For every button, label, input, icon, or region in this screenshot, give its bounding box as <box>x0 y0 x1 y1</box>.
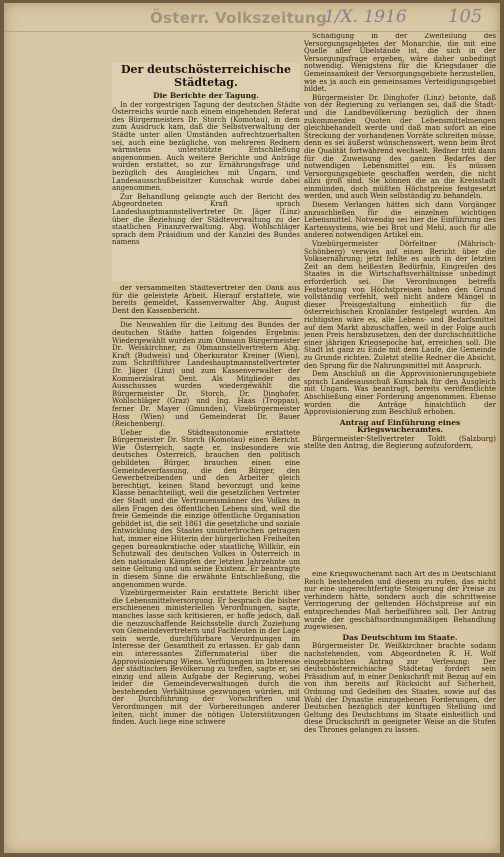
newspaper-clipping <box>4 3 500 853</box>
paragraph: der versammelten Städtevertreter den Dank aus für die geleistete Arbeit. Hierauf erstattete, wie bereits gemeldet, Kassenverwalter Abg. August Dent den Kassenbericht. <box>112 285 300 315</box>
paragraph: Vizebürgermeister Dörfeltner (Mährisch-Schönberg) verwies auf einen Bericht über die Volksernährung; jetzt fehlte es auch in der letzten Zeit an dem heißesten Bedürfnis, Eingreifen des Staates in die Wirtschaftsverhältnisse unbedingt erforderlich sei. Die Verordnungen betreffs Festsetzung von Höchstpreisen haben den Grund vollständig verfehlt, weil nicht andere Mängel in dieser Preisgestaltung einheitlich für die österreichischen Kronländer festgelegt wurden. Am richtigsten wäre es, alle Lebens- und Bedarfsmittel auf dem Markt abzuschaffen, weil in der Folge auch jenen Preis herabzusetzen, den der durchschnittliche einer jährigen Kriegsepoche hat, erreichen soll. Die Stadt ist ganz zu Ende mit dem Laufe, die Gemeinde zu Grunde richten. Zuletzt stellte Redner die Absicht, den Sprung für die Nahrungsmittel mit Anspruch. <box>304 240 496 370</box>
article-column-3 <box>112 285 300 847</box>
handwritten-number: 105 <box>448 6 483 27</box>
article-column-2 <box>304 33 496 563</box>
section-heading: Das Deutschtum im Staate. <box>342 632 458 642</box>
paragraph: Die Neuwahlen für die Leitung des Bundes der deutschen Städte hatten folgendes Ergebnis: Wiedergewählt wurden zum Obmann Bürgermeister Dr. Weiskirchner, zu Obmannstellvertretern Abg. Kraft (Budweis) und Oberkurator Kreiner (Wien), zum Schriftführer Landeshauptmannstellvertreter Dr. Jäger (Linz) und zum Kassenverwalter der Kommerzialrat Dent. Als Mitglieder des Ausschusses wurden wiedergewählt die Bürgermeister Dr. Storch, Dr. Dinghofer, Wohlschläger (Graz) und Ing. Haas (Troppau), ferner Dr. Mayer (Gmunden), Vizebürgermeister Hoss (Wien) und Gemeinderat Dr. Bauer (Reichenberg). <box>112 321 300 429</box>
paragraph: In der vorgestrigen Tagung der deutschen Städte Österreichs wurde nach einem eingehenden Referat des Bürgermeisters Dr. Storch (Komotau), in dem zum Ausdruck kam, daß die Selbstverwaltung der Städte unter allen Umständen aufrechtzuerhalten sei, auch eine bezügliche, von mehreren Rednern wärmstens unterstützte Entschließung angenommen. Auch weitere Berichte und Anträge wurden erstattet, so zur Ernährungsfrage und bezüglich des Ausgleiches mit Ungarn, und Landesausschußbeisitzer Kunschak wurde dabei angenommen. <box>112 100 300 193</box>
handwritten-date: 1/X. 1916 <box>324 7 407 27</box>
paragraph: Schädigung in der Zweiteilung des Versorgungsgebietes der Monarchie, die mit eine Quelle aller Übelstände ist, die sich in der Versorgungsfrage ergeben, wäre daher unbedingt notwendig. Wenigstens für die Kriegsdauer die Gemeinsamkeit der Versorgungsgebiete herzustellen, wie es ja auch ein gemeinsames Verteidigungsgebiet bildet. <box>304 33 496 94</box>
article-column-4 <box>304 571 496 821</box>
article-column-1 <box>112 63 300 281</box>
paragraph: Bürgermeister-Stellvertreter Toldt (Salzburg) stellte den Antrag, die Regierung aufzufordern, <box>304 434 496 451</box>
divider <box>120 318 292 319</box>
paragraph: Bürgermeister Dr. Weißkirchner brachte sodann nachstehenden, vom Abgeordneten R. H. Wolf eingebrachten Antrag zur Verlesung: Der deutschösterreichische Städtetag fordert sein Präsidium auf, in einer Denkschrift mit Bezug auf ein von ihm bereits auf Rücksicht auf Sicherheit, Ordnung und Gedeihen des Staates, sowie auf das Wohl der Dynastie einzugebenen Forderungen, der Deutschen bezüglich der künftigen Stellung und Geltung des Deutschtums im Staate einheitlich und diese Druckschrift in geeigneter Weise an die Stufen des Thrones gelangen zu lassen. <box>304 642 496 734</box>
paragraph: Vizebürgermeister Rain erstattete Bericht über die Lebensmittelversorgung. Er besprach die bisher erschienenen ministeriellen Verordnungen, sagte, manches lasse sich kritisieren, er hoffe jedoch, daß die neuzuschaffende Reichsstelle durch Zuziehung von Gemeindevertretern und Fachleuten in der Lage sein werde, durchführbare Verordnungen im Interesse der Gesamtheit zu erlassen. Er gab dann ein interessantes Ziffernmaterial über die Approvisionierung Wiens. Verfügungen im Interesse der städtischen Bevölkerung zu treffen, sagte er, sei einzig und allein Aufgabe der Regierung, wobei leider die Gemeindeverwaltungen durch die bestehenden Verhältnisse gezwungen würden, mit der Durchführung der Vorschriften und Verordnungen mit der Vorbereitungen anderer leiten, nicht immer die nötigen Unterstützungen finden. Auch liege eine schwere <box>112 589 300 727</box>
paragraph: Zur Behandlung gelangte auch der Bericht des Abgeordneten Kraft sprach Landeshauptmannstellvertreter Dr. Jäger (Linz) über die Beziehung der Städteverwaltung zu der staatlichen Finanzverwaltung. Abg. Wohlschläger sprach dem Präsidium und der Kanzlei des Bundes namens <box>112 192 300 247</box>
clipping-header <box>4 3 500 32</box>
newspaper-source: Österr. Volkszeitung <box>150 9 328 27</box>
paragraph: eine Kriegswucheramt nach Art des in Deutschland Reich bestehenden und diesem zu rufen, das nicht nur eine ungerechtfertigte Steigerung der Preise zu verhindern hätte, sondern auch die schrittweise Verringerung der geltenden Höchstpreise auf ein entsprechendes Maß herbeiführen soll. Der Antrag wurde der geschäftsordnungsmäßigen Behandlung zugewiesen. <box>304 571 496 632</box>
paragraph: Bürgermeister Dr. Dinghofer (Linz) betonte, daß von der Regierung zu verlangen sei, daß die Stadt- und die Landbevölkerung bezüglich der ihnen zukommenden Quoten der Lebensmittelmengen gleichbehandelt werde und daß man sofort an eine Streckung der vorhandenen Vorräte schreiten müsse, denn es sei äußerst wünschenswert, wenn beim Brot die Qualität fortwährend wechselt. Redner tritt dann für die Zuweisung des ganzen Bedarfes der notwendigen Lebensmittel ein. Es müssen Versorgungsgebiete geschaffen werden, die nicht allzu groß sind. Sie können die an die Kreisstadt einmünden, doch müßten Höchstpreise festgesetzt werden, und auch Wein selbständig zu behandeln. <box>304 93 496 201</box>
paragraph: Diesem Verlangen hätten sich dann Vorgänger anzuschließen für die einzelnen wichtigen Lebensmittel. Notwendig sei hier die Einführung des Kartensystems, wie bei Brot und Mehl, auch für alle anderen notwendigen Artikel ein. <box>304 201 496 240</box>
article-subtitle: Die Berichte der Tagung. <box>153 91 259 100</box>
paragraph: Dem Anschluß an die Approvisionierungsgebiete sprach Landesausschuß Kunschak für den Ausgleich mit Ungarn. Was beantragt, bereits veröffentlichte Abschließung einer Forderung angenommen. Ebenso wurden die Anträge hinsichtlich der Approvisionierung zum Beschluß erhoben. <box>304 370 496 417</box>
section-heading: Antrag auf Einführung eines Kriegswucheramtes. <box>339 417 461 435</box>
paragraph: Ueber die Städteautonomie erstattete Bürgermeister Dr. Storch (Komotau) einen Bericht. Wie Österreich, sagte er, insbesondere wie deutsches Österreich, brauchen den politisch gebildeten Bürger, brauchen einen eine Gemeindeverfassung, die den Bürger, den Gewerbetreibenden und den Arbeiter gleich berechtigt, keinen Stand bevorzugt und keine Klasse benachteiligt, weil die gesetzlichen Vertreter der Stadt und die Vertrauensmänner des Volkes in allen Fragen des öffentlichen Lebens sind, weil die freie Gemeinde die einzige öffentliche Organisation gebildet ist, die seit 1861 die gesetzliche und soziale Entwicklung des Staates ununterbrochen getragen hat, immer eine Hüterin der bürgerlichen Freiheiten gegen bureaukratische oder staatliche Willkür, ein Schutzwall des deutschen Volkes in Österreich in den nationalen Kämpfen der letzten Jahrzehnte um seine Geltung und um seine Existenz. Er beantragte in diesem Sinne die erwähnte Entschließung, die angenommen wurde. <box>112 428 300 589</box>
article-title: Der deutschösterreichische Städtetag. <box>121 63 291 89</box>
